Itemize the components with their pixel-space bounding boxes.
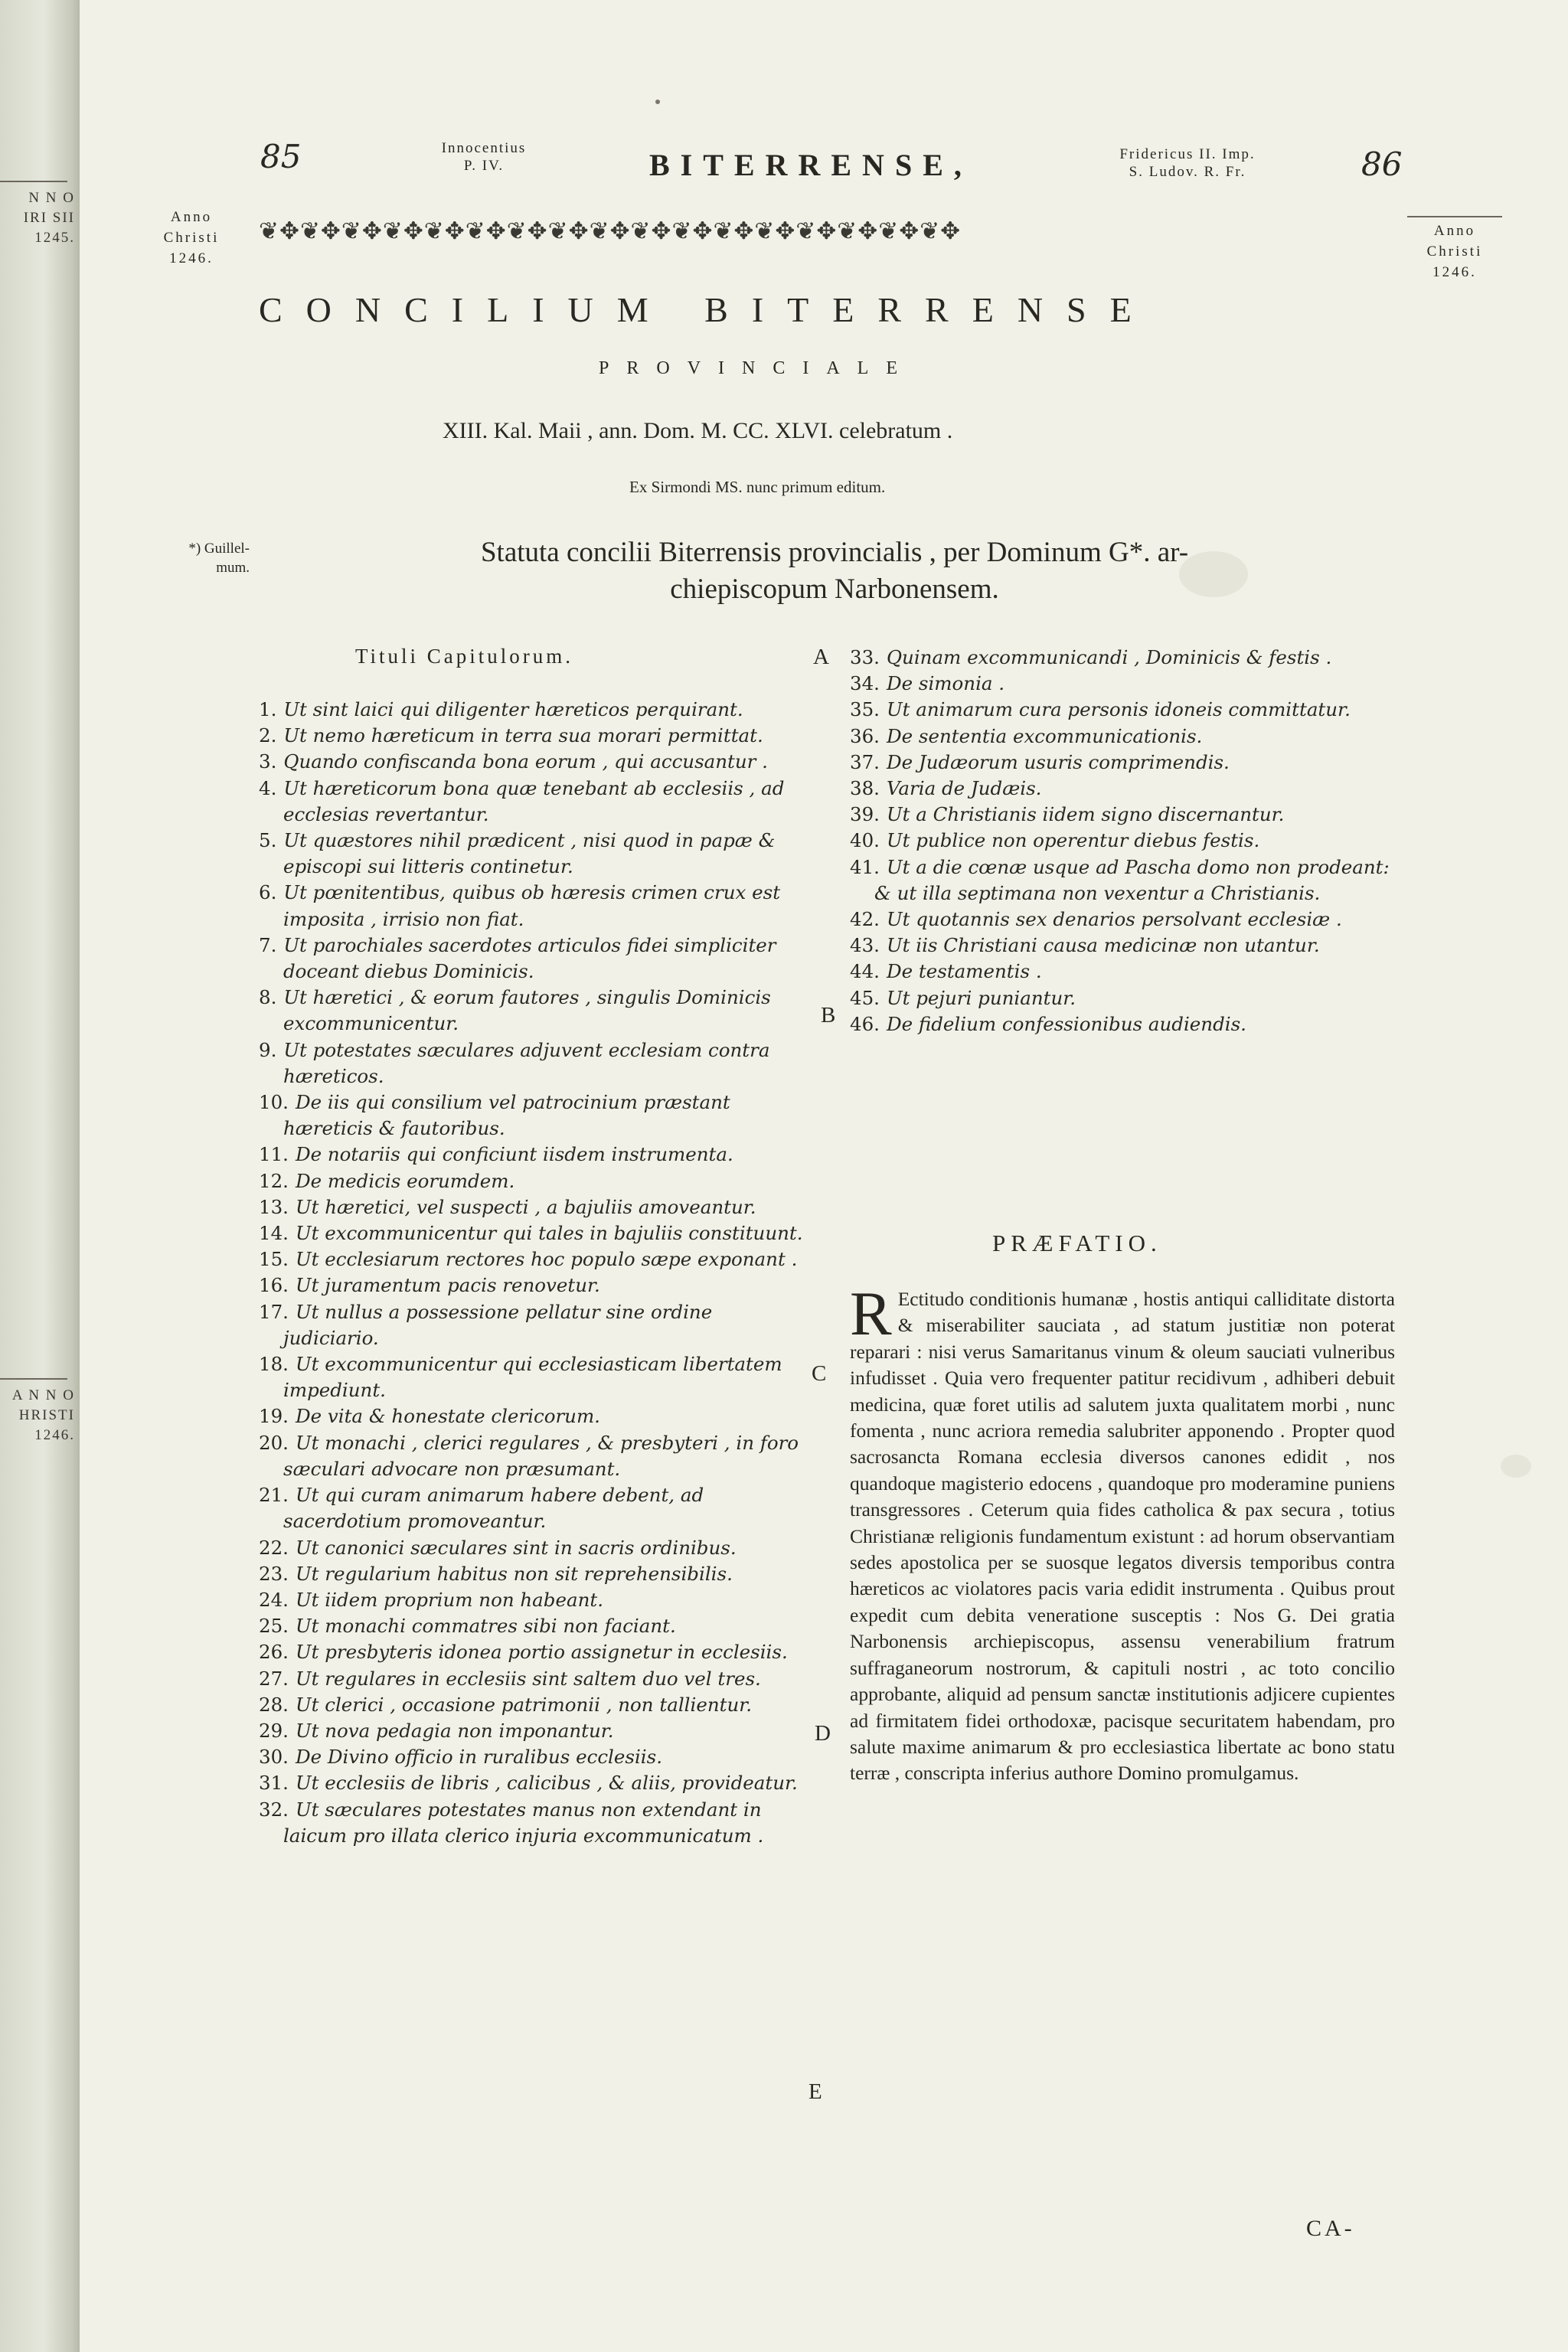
chapter-title: Ut quæstores nihil prædicent , nisi quod in papæ & episcopi sui litteris continetur. — [283, 829, 776, 878]
chapter-title: De fidelium confessionibus audiendis. — [886, 1012, 1246, 1035]
chapter-item — [259, 1403, 810, 1429]
chapter-number: 9. — [259, 1038, 277, 1061]
catchword: CA- — [1306, 2216, 1355, 2241]
chapter-title: Ut ecclesiis de libris , calicibus , & aliis, provideatur. — [295, 1772, 798, 1795]
chapter-title: Ut potestates sæculares adjuvent ecclesiam contra hæreticos. — [283, 1038, 770, 1087]
chapter-number: 35. — [850, 698, 880, 721]
chapter-item — [259, 723, 810, 749]
chapter-number: 19. — [259, 1405, 289, 1428]
chapter-number: 7. — [259, 933, 277, 956]
chapter-title: Ut nullus a possessione pellatur sine ordine judiciario. — [283, 1300, 713, 1349]
chapter-title: Ut regulares in ecclesiis sint saltem duo vel tres. — [295, 1667, 761, 1690]
chapter-number: 11. — [259, 1143, 289, 1166]
chapter-title: Ut excommunicentur qui tales in bajuliis constituunt. — [295, 1222, 803, 1245]
chapter-title: Ut parochiales sacerdotes articulos fidei simpliciter doceant diebus Dominicis. — [283, 933, 776, 983]
chapter-item — [259, 1744, 810, 1770]
chapter-item — [259, 1299, 810, 1351]
chapter-number: 13. — [259, 1195, 289, 1218]
margin-letter-e: E — [808, 2079, 822, 2104]
source-line: Ex Sirmondi MS. nunc primum editum. — [629, 478, 886, 496]
chapter-title: Ut regularium habitus non sit reprehensibilis. — [295, 1562, 733, 1585]
chapter-title: De medicis eorumdem. — [295, 1169, 515, 1192]
previous-page-rule-2 — [0, 1378, 67, 1380]
chapter-item — [259, 1770, 810, 1796]
chapter-item — [850, 776, 1395, 802]
running-title: BITERRENSE, — [649, 148, 972, 182]
chapter-number: 28. — [259, 1693, 289, 1716]
chapter-list-right — [850, 645, 1395, 1037]
chapter-title: Ut excommunicentur qui ecclesiasticam libertatem impediunt. — [283, 1353, 782, 1402]
chapter-title: Ut pœnitentibus, quibus ob hæresis crimen crux est imposita , irrisio non fiat. — [283, 881, 781, 930]
previous-page-margin-note-2: A N N O HRISTI 1246. — [11, 1387, 75, 1443]
chapter-number: 24. — [259, 1588, 289, 1611]
tituli-capitulorum-heading: Tituli Capitulorum. — [355, 645, 574, 668]
margin-letter-b: B — [821, 1003, 836, 1027]
praefatio-heading: PRÆFATIO. — [992, 1230, 1162, 1256]
chapter-number: 36. — [850, 724, 880, 747]
chapter-item — [259, 880, 810, 932]
chapter-number: 38. — [850, 777, 880, 800]
chapter-item — [259, 1535, 810, 1561]
chapter-number: 10. — [259, 1091, 289, 1114]
chapter-number: 16. — [259, 1274, 289, 1297]
chapter-item — [259, 1089, 810, 1142]
chapter-item — [259, 1168, 810, 1194]
chapter-title: De vita & honestate clericorum. — [295, 1405, 600, 1428]
chapter-item — [259, 1718, 810, 1744]
chapter-item — [259, 1797, 810, 1849]
previous-page-edge — [0, 0, 80, 2352]
chapter-item — [259, 749, 810, 775]
chapter-title: Ut pejuri puniantur. — [886, 986, 1076, 1009]
chapter-title: Ut iidem proprium non habeant. — [295, 1588, 603, 1611]
chapter-title: De notariis qui conficiunt iisdem instrumenta. — [295, 1143, 733, 1166]
concilium-title: CONCILIUM BITERRENSE — [259, 290, 1155, 329]
chapter-title: De Divino officio in ruralibus ecclesiis. — [295, 1746, 662, 1769]
chapter-title: Ut monachi , clerici regulares , & presbyteri , in foro sæculari advocare non præsumant. — [283, 1431, 799, 1480]
chapter-title: Ut hæretici, vel suspecti , a bajuliis amoveantur. — [295, 1195, 756, 1218]
page-number-right: 86 — [1361, 145, 1403, 183]
chapter-title: Ut quotannis sex denarios persolvant ecclesiæ . — [886, 908, 1342, 931]
chapter-item — [259, 985, 810, 1037]
chapter-item — [850, 1011, 1395, 1037]
chapter-number: 4. — [259, 776, 277, 799]
printer-mark — [655, 100, 660, 104]
chapter-number: 17. — [259, 1300, 289, 1323]
paper-stain — [1501, 1455, 1531, 1478]
chapter-number: 3. — [259, 750, 277, 773]
chapter-title: Ut juramentum pacis renovetur. — [295, 1274, 600, 1297]
margin-note-guillelmum: *) Guillel- mum. — [188, 541, 250, 576]
chapter-item — [850, 750, 1395, 776]
chapter-item — [259, 1351, 810, 1403]
praefatio-text — [850, 1279, 1395, 1787]
chapter-item — [259, 1037, 810, 1089]
chapter-title: Ut clerici , occasione patrimonii , non tallientur. — [295, 1693, 753, 1716]
chapter-number: 46. — [850, 1012, 880, 1035]
paper-stain — [1179, 551, 1248, 597]
chapter-title: Ut animarum cura personis idoneis committatur. — [886, 698, 1351, 721]
chapter-number: 44. — [850, 960, 880, 983]
chapter-item — [259, 1613, 810, 1639]
chapter-title: Ut hæretici , & eorum fautores , singulis Dominicis excommunicentur. — [283, 986, 771, 1035]
chapter-title: De simonia . — [886, 672, 1005, 695]
chapter-title: Ut a Christianis iidem signo discernantur. — [886, 803, 1285, 826]
chapter-item — [259, 1246, 810, 1272]
chapter-item — [259, 933, 810, 985]
ornamental-border: ❦✥❦✥❦✥❦✥❦✥❦✥❦✥❦✥❦✥❦✥❦✥❦✥❦✥❦✥❦✥❦✥❦✥ — [259, 217, 962, 245]
chapter-item — [259, 1561, 810, 1587]
chapter-item — [259, 1666, 810, 1692]
provinciale-subtitle: PROVINCIALE — [599, 358, 915, 378]
chapter-number: 1. — [259, 698, 277, 720]
date-line: XIII. Kal. Maii , ann. Dom. M. CC. XLVI. celebratum . — [443, 418, 953, 443]
chapter-item — [259, 1430, 810, 1482]
chapter-title: De Judæorum usuris comprimendis. — [886, 750, 1230, 773]
chapter-title: Ut a die cœnæ usque ad Pascha domo non prodeant: & ut illa septimana non vexentur a Christianis. — [874, 855, 1390, 904]
chapter-title: De testamentis . — [886, 960, 1042, 983]
chapter-item — [259, 1272, 810, 1298]
page-number-left: 85 — [260, 138, 302, 175]
chapter-item — [850, 906, 1395, 933]
chapter-number: 23. — [259, 1562, 289, 1585]
chapter-number: 21. — [259, 1484, 289, 1507]
margin-letter-a: A — [813, 645, 829, 669]
chapter-title: Ut ecclesiarum rectores hoc populo sæpe exponant . — [295, 1248, 798, 1271]
chapter-number: 37. — [850, 750, 880, 773]
chapter-number: 43. — [850, 934, 880, 957]
chapter-number: 26. — [259, 1641, 289, 1664]
chapter-number: 32. — [259, 1798, 289, 1821]
margin-letter-c: C — [812, 1361, 827, 1386]
previous-page-margin-note-1: N N O IRI SII 1245. — [23, 190, 75, 246]
chapter-item — [850, 802, 1395, 828]
chapter-item — [850, 933, 1395, 959]
running-head-right: Fridericus II. Imp. S. Ludov. R. Fr. — [1119, 146, 1256, 180]
chapter-title: De sententia excommunicationis. — [886, 724, 1203, 747]
chapter-title: Ut sæculares potestates manus non extendant in laicum pro illata clerico injuria excommunicatum . — [283, 1798, 764, 1847]
chapter-title: Ut canonici sæculares sint in sacris ordinibus. — [295, 1536, 737, 1559]
chapter-item — [850, 959, 1395, 985]
chapter-item — [259, 1692, 810, 1718]
chapter-item — [259, 828, 810, 880]
chapter-title: Ut monachi commatres sibi non faciant. — [295, 1615, 676, 1638]
chapter-item — [850, 724, 1395, 750]
chapter-number: 8. — [259, 986, 277, 1009]
anno-christi-left: Anno Christi 1246. — [163, 209, 220, 266]
chapter-number: 6. — [259, 881, 277, 904]
chapter-item — [850, 985, 1395, 1011]
statuta-heading: Statuta concilii Biterrensis provincialis , per Dominum G*. ar- chiepiscopum Narbonensem. — [480, 537, 1189, 605]
chapter-title: Ut sint laici qui diligenter hæreticos perquirant. — [283, 698, 743, 720]
chapter-number: 14. — [259, 1222, 289, 1245]
chapter-number: 29. — [259, 1719, 289, 1742]
chapter-item — [850, 645, 1395, 671]
chapter-item — [850, 697, 1395, 723]
chapter-title: Ut publice non operentur diebus festis. — [886, 829, 1260, 852]
chapter-number: 45. — [850, 986, 880, 1009]
chapter-title: Quinam excommunicandi , Dominicis & festis . — [886, 646, 1332, 668]
chapter-list-left — [259, 697, 810, 1849]
chapter-item — [850, 854, 1395, 906]
chapter-title: Ut presbyteris idonea portio assignetur in ecclesiis. — [295, 1641, 788, 1664]
chapter-item — [259, 1142, 810, 1168]
chapter-number: 41. — [850, 855, 880, 878]
chapter-item — [850, 671, 1395, 697]
chapter-number: 30. — [259, 1746, 289, 1769]
chapter-title: Varia de Judæis. — [886, 777, 1042, 800]
anno-christi-right: Anno Christi 1246. — [1426, 223, 1483, 280]
margin-letter-d: D — [815, 1721, 831, 1746]
chapter-number: 20. — [259, 1431, 289, 1454]
chapter-item — [259, 1482, 810, 1534]
chapter-title: Ut iis Christiani causa medicinæ non utantur. — [886, 934, 1320, 957]
chapter-title: Ut nemo hæreticum in terra sua morari permittat. — [283, 724, 763, 747]
chapter-number: 31. — [259, 1772, 289, 1795]
anno-right-rule — [1407, 216, 1502, 217]
chapter-number: 22. — [259, 1536, 289, 1559]
chapter-title: Ut hæreticorum bona quæ tenebant ab ecclesiis , ad ecclesias revertantur. — [283, 776, 785, 825]
running-head-left: Innocentius P. IV. — [441, 140, 527, 174]
chapter-number: 2. — [259, 724, 277, 747]
chapter-number: 33. — [850, 646, 880, 668]
chapter-item — [850, 828, 1395, 854]
chapter-number: 25. — [259, 1615, 289, 1638]
chapter-item — [259, 697, 810, 723]
chapter-item — [259, 776, 810, 828]
chapter-item — [259, 1639, 810, 1665]
chapter-number: 42. — [850, 908, 880, 931]
chapter-item — [259, 1220, 810, 1246]
drop-cap: R — [850, 1279, 892, 1348]
chapter-item — [259, 1194, 810, 1220]
chapter-number: 12. — [259, 1169, 289, 1192]
previous-page-rule — [0, 181, 67, 182]
chapter-number: 39. — [850, 803, 880, 826]
chapter-number: 5. — [259, 829, 277, 852]
chapter-item — [259, 1587, 810, 1613]
chapter-title: Ut nova pedagia non imponantur. — [295, 1719, 614, 1742]
praefatio-paragraph: Ectitudo conditionis humanæ , hostis antiqui calliditate distorta & miserabiliter sauciata , ad statum justitiæ non poterat reparari : nisi verus Samaritanus vinum & oleum sauciati vulneribus infudisset . Quia vero frequenter patitur recidivum , adhiberi debuit medicina, quæ foret utilis ad salutem juxta qualitatem morbi , nunc fomenta , nunc acriora remedia salubriter apponendo . Propter quod sacrosancta Romana ecclesia diversos canones edidit , nos quandoque magisterio edocens , quandoque pro moderamine puniens transgressores . Ceterum quia fides catholica & pax secura , totius Christianæ religionis fundamentum existunt : ad horum observantiam sedes apostolica per se suosque legatos diversis temporibus contra hæreticos ac violatores pacis varia edidit instrumenta . Quibus prout expedit cum debita veneratione susceptis : Nos G. Dei gratia Narbonensis archiepiscopus, assensu venerabilium fratrum suffraganeorum nostrorum, & capituli nostri , ac toto concilio approbante, aliquid ad pensum sanctæ institutionis adjicere cupientes ad firmitatem fidei orthodoxæ, pacisque securitatem habendam, pro salute maxime animarum & pro ecclesiastica libertate ac bono statu terræ , conscripta inferius authore Domino promulgamus. — [850, 1288, 1395, 1785]
chapter-number: 18. — [259, 1353, 289, 1376]
chapter-title: De iis qui consilium vel patrocinium præstant hæreticis & fautoribus. — [283, 1091, 730, 1140]
chapter-number: 34. — [850, 672, 880, 695]
chapter-title: Quando confiscanda bona eorum , qui accusantur . — [283, 750, 768, 773]
chapter-number: 15. — [259, 1248, 289, 1271]
chapter-title: Ut qui curam animarum habere debent, ad sacerdotium promoveantur. — [283, 1484, 704, 1533]
chapter-number: 40. — [850, 829, 880, 852]
chapter-number: 27. — [259, 1667, 289, 1690]
